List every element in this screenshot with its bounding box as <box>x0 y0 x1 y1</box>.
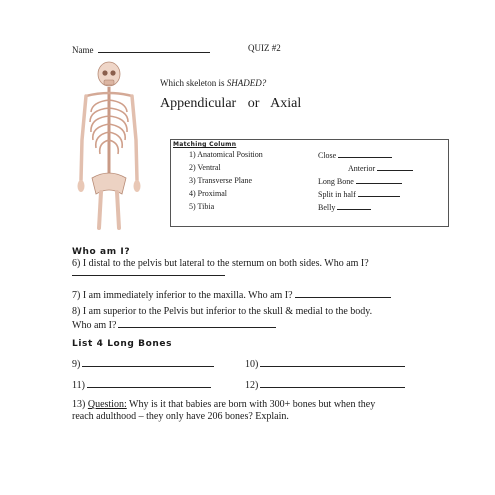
question-8-text: Who am I? <box>72 320 117 331</box>
long-bone-number-12: 12) <box>245 380 259 391</box>
question-13-label: Question: <box>87 399 127 410</box>
matching-left-1: 1) Anatomical Position <box>189 150 263 159</box>
skeleton-image <box>74 60 144 230</box>
matching-blank-1[interactable] <box>338 150 392 158</box>
matching-right-1 <box>318 150 394 160</box>
quiz-label: QUIZ #2 <box>248 43 281 53</box>
skeleton-question-text: Which skeleton is <box>160 78 227 88</box>
matching-right-5 <box>318 202 373 212</box>
answer-6-line[interactable] <box>72 275 225 276</box>
option-axial[interactable]: Axial <box>270 96 302 111</box>
right-leg-shape <box>117 192 119 228</box>
answer-8-line[interactable] <box>118 318 276 328</box>
matching-blank-2[interactable] <box>377 163 413 171</box>
matching-left-4: 4) Proximal <box>189 189 227 198</box>
long-bone-item-12 <box>245 378 407 391</box>
long-bone-item-10 <box>245 357 407 370</box>
question-13-line2: reach adulthood – they only have 206 bones? Explain. <box>72 411 289 422</box>
matching-left-3: 3) Transverse Plane <box>189 176 253 185</box>
matching-right-3-label: Long Bone <box>318 177 354 186</box>
eye-socket-right <box>110 70 115 75</box>
left-hand-shape <box>78 180 85 192</box>
answer-7-line[interactable] <box>295 288 391 298</box>
long-bone-number-11: 11) <box>72 380 85 391</box>
left-leg-shape <box>99 192 101 228</box>
long-bone-blank-12[interactable] <box>260 378 405 388</box>
question-7 <box>72 288 393 301</box>
question-13-number: 13) <box>72 399 88 410</box>
long-bone-blank-10[interactable] <box>260 357 405 367</box>
question-8-line1: 8) I am superior to the Pelvis but inferior to the skull & medial to the body. <box>72 306 373 317</box>
matching-left-5: 5) Tibia <box>189 202 215 211</box>
option-or: or <box>247 96 260 111</box>
question-13-line1 <box>72 399 375 410</box>
matching-right-1-label: Close <box>318 151 337 160</box>
skeleton-question <box>160 78 266 88</box>
long-bone-number-9: 9) <box>72 359 81 370</box>
question-6: 6) I distal to the pelvis but lateral to the sternum on both sides. Who am I? <box>72 258 369 269</box>
matching-right-2 <box>348 163 415 173</box>
pelvis-shape <box>92 173 126 194</box>
who-am-i-heading: Who am I? <box>72 247 131 257</box>
name-blank[interactable] <box>98 43 210 53</box>
matching-right-4-label: Split in half <box>318 190 356 199</box>
matching-left-2: 2) Ventral <box>189 163 221 172</box>
left-arm-shape <box>81 96 86 180</box>
right-arm-shape <box>132 96 137 180</box>
long-bone-item-9 <box>72 357 216 370</box>
matching-blank-4[interactable] <box>358 189 400 197</box>
skeleton-options <box>160 96 301 112</box>
jaw-shape <box>104 80 114 85</box>
long-bone-number-10: 10) <box>245 359 259 370</box>
matching-right-5-label: Belly <box>318 203 336 212</box>
long-bone-blank-9[interactable] <box>82 357 214 367</box>
matching-blank-5[interactable] <box>337 202 371 210</box>
long-bone-item-11 <box>72 378 213 391</box>
long-bones-heading: List 4 Long Bones <box>72 339 173 349</box>
name-field <box>72 43 212 55</box>
eye-socket-left <box>102 70 107 75</box>
matching-blank-3[interactable] <box>356 176 402 184</box>
right-hand-shape <box>134 180 141 192</box>
name-label: Name <box>72 45 94 55</box>
option-appendicular[interactable]: Appendicular <box>160 96 237 111</box>
matching-right-2-label: Anterior <box>348 164 376 173</box>
question-13-text: Why is it that babies are born with 300+ bones but when they <box>126 399 376 410</box>
matching-title: Matching Column <box>173 141 237 148</box>
matching-right-3 <box>318 176 404 186</box>
question-8-line2 <box>72 318 278 331</box>
long-bone-blank-11[interactable] <box>87 378 211 388</box>
question-7-text: 7) I am immediately inferior to the maxilla. Who am I? <box>72 290 293 301</box>
matching-right-4 <box>318 189 402 199</box>
skeleton-question-emphasis: SHADED? <box>226 78 267 88</box>
skeleton-figure <box>78 62 141 228</box>
